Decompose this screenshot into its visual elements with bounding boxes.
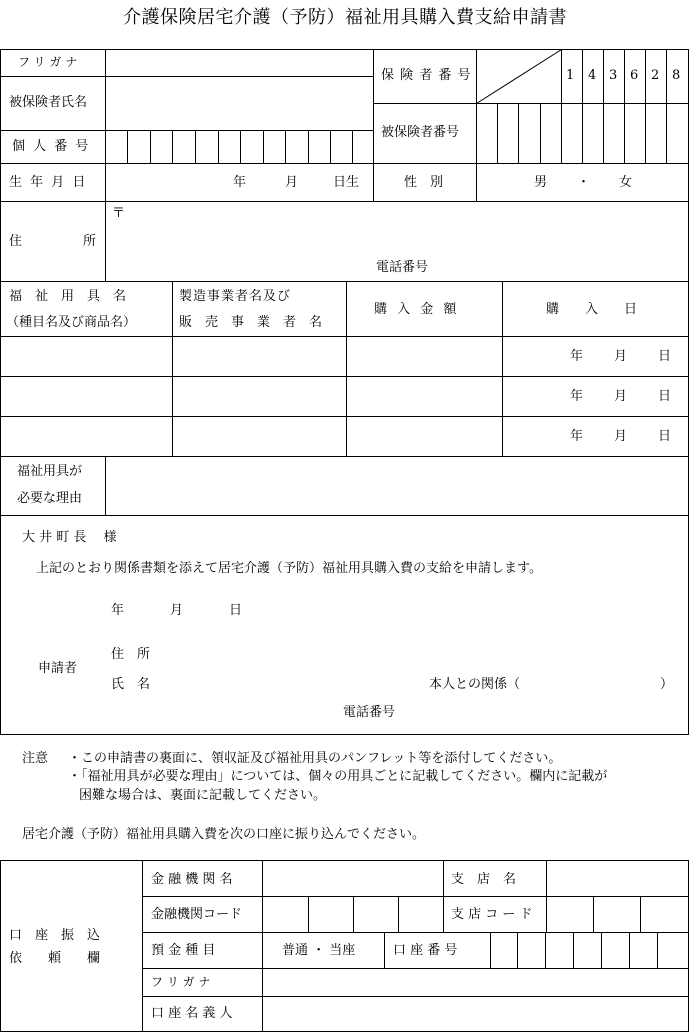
- row1-day: 日: [658, 349, 672, 364]
- account-holder-label: 口 座 名 義 人: [151, 1006, 233, 1021]
- item-name-header-2: （種目名及び商品名）: [6, 315, 137, 330]
- postal-mark: 〒: [112, 206, 126, 221]
- row1-year: 年: [570, 349, 584, 364]
- insurer-digit-3: 3: [609, 68, 618, 83]
- address-label-1: 住: [9, 234, 23, 249]
- deposit-type-label: 預 金 種 目: [151, 943, 216, 958]
- note-2a: ・「福祉用具が必要な理由」については、個々の用具ごとに記載してください。欄内に記載が: [68, 769, 608, 784]
- reason-label-2: 必要な理由: [17, 491, 83, 506]
- declaration-year: 年: [111, 603, 125, 618]
- note-1: ・この申請書の裏面に、領収証及び福祉用具のパンフレット等を添付してください。: [68, 751, 562, 766]
- transfer-request: 居宅介護（予防）福祉用具購入費を次の口座に振り込んでください。: [22, 827, 426, 842]
- applicant-address-label: 住 所: [111, 647, 151, 662]
- sex-label: 性 別: [404, 175, 444, 190]
- sex-female: 女: [619, 175, 633, 190]
- branch-code-label: 支 店 コ ー ド: [451, 907, 533, 922]
- individual-number-label: 個 人 番 号: [12, 139, 91, 154]
- bank-section-label-1: 口 座 振 込: [9, 928, 101, 943]
- sex-separator: ・: [577, 175, 591, 190]
- insured-name-label: 被保険者氏名: [9, 95, 88, 110]
- amount-header: 購 入 金 額: [374, 302, 460, 317]
- note-2b: 困難な場合は、裏面に記載してください。: [79, 788, 327, 803]
- dob-year: 年: [233, 175, 247, 190]
- sex-male: 男: [534, 175, 548, 190]
- insured-number-label: 被保険者番号: [381, 125, 460, 140]
- form-title: 介護保険居宅介護（予防）福祉用具購入費支給申請書: [123, 7, 567, 28]
- purchase-date-header: 購 入 日: [546, 302, 638, 317]
- insurer-digit-1: 1: [566, 68, 575, 83]
- account-furigana-label: フ リ ガ ナ: [151, 975, 211, 989]
- dob-label: 生 年 月 日: [9, 175, 88, 190]
- insurer-digit-6: 8: [672, 68, 681, 83]
- phone-label: 電話番号: [376, 260, 429, 275]
- applicant-phone-label: 電話番号: [343, 705, 396, 720]
- row3-year: 年: [570, 429, 584, 444]
- insurer-number-label: 保 険 者 番 号: [381, 68, 472, 83]
- insurer-digit-4: 6: [630, 68, 639, 83]
- row3-month: 月: [614, 429, 628, 444]
- institution-code-label: 金融機関コード: [151, 907, 243, 922]
- row3-day: 日: [658, 429, 672, 444]
- insurer-digit-2: 4: [588, 68, 597, 83]
- notes-label: 注意: [22, 751, 49, 766]
- declaration-statement: 上記のとおり関係書類を添えて居宅介護（予防）福祉用具購入費の支給を申請します。: [36, 561, 542, 576]
- address-label-2: 所: [83, 234, 97, 249]
- deposit-type-value: 普通 ・ 当座: [282, 943, 356, 958]
- row2-year: 年: [570, 389, 584, 404]
- row1-month: 月: [614, 349, 628, 364]
- row2-month: 月: [614, 389, 628, 404]
- applicant-label: 申請者: [38, 661, 78, 676]
- declaration-day: 日: [229, 603, 243, 618]
- account-number-label: 口 座 番 号: [393, 943, 458, 958]
- addressee: 大 井 町 長 様: [22, 530, 117, 545]
- relation-close: ）: [660, 677, 674, 692]
- declaration-month: 月: [170, 603, 184, 618]
- manufacturer-header-2: 販 売 事 業 者 名: [179, 315, 323, 330]
- row2-day: 日: [658, 389, 672, 404]
- institution-label: 金 融 機 関 名: [151, 872, 233, 887]
- relation-label: 本人との関係（: [429, 677, 521, 692]
- branch-label: 支 店 名: [451, 872, 517, 887]
- reason-label-1: 福祉用具が: [17, 464, 83, 479]
- bank-section-label-2: 依 頼 欄: [9, 951, 101, 966]
- dob-month: 月: [285, 175, 299, 190]
- insurer-digit-5: 2: [651, 68, 660, 83]
- dob-day: 日生: [333, 175, 360, 190]
- manufacturer-header-1: 製造事業者名及び: [179, 289, 292, 304]
- item-name-header-1: 福 祉 用 具 名: [9, 289, 127, 304]
- furigana-label: フリガナ: [18, 55, 82, 69]
- applicant-name-label: 氏 名: [111, 677, 151, 692]
